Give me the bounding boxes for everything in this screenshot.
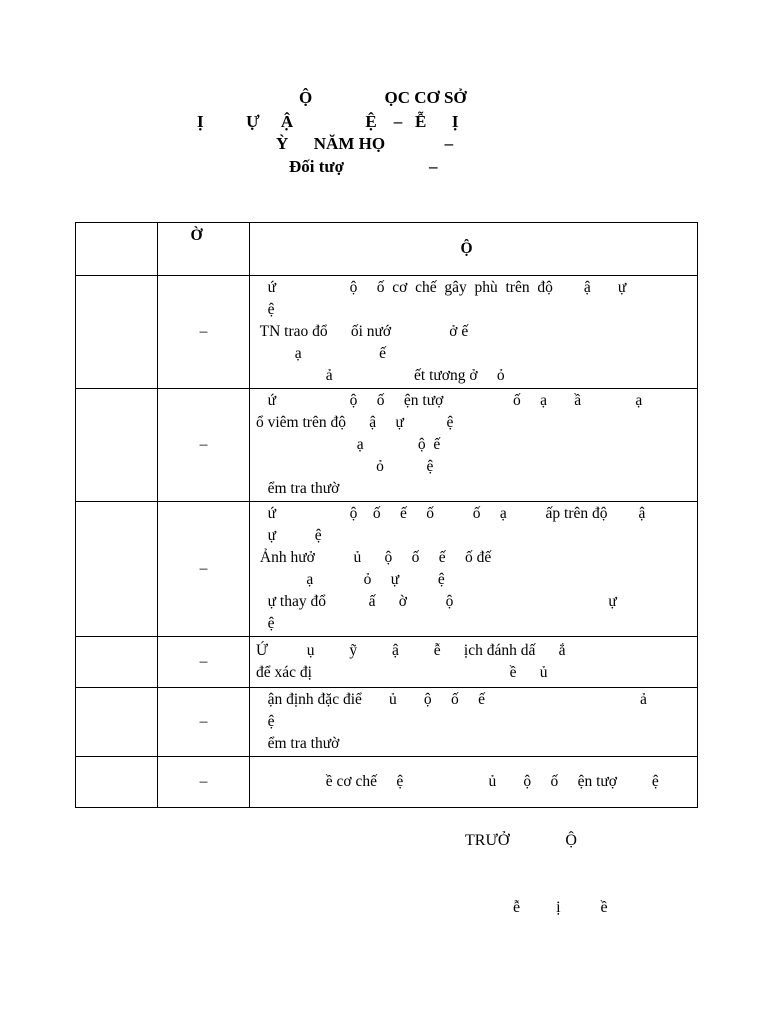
header-cell-content: Ộ xyxy=(250,223,698,276)
row-empty-cell xyxy=(76,637,158,688)
content-line: ệ xyxy=(256,615,275,632)
row-content-cell xyxy=(250,389,698,502)
table-row xyxy=(76,502,698,637)
header-line-4: Đối tượ – xyxy=(289,157,438,176)
content-line: ận định đặc điể ủ ộ ố ế ả xyxy=(256,691,647,708)
table-row xyxy=(76,276,698,389)
row-empty-cell xyxy=(76,502,158,637)
row-time-cell: – xyxy=(158,757,250,808)
content-line: ỏ ệ xyxy=(256,458,434,475)
footer-title: TRƯỞ Ộ xyxy=(465,832,577,849)
content-line: ệ xyxy=(256,713,275,730)
header-line-2: Ị Ự Ậ Ệ – Ễ Ị xyxy=(197,112,459,131)
content-line: ứ ộ ố ện tượ ố ạ ầ ạ xyxy=(256,392,643,409)
header-cell-time: Ờ xyxy=(158,223,250,276)
content-line: TN trao đổ ối nướ ở ế xyxy=(256,323,469,340)
content-line: Ảnh hưở ủ ộ ố ế ố đế xyxy=(256,549,492,566)
content-line: ứ ộ ố ế ố ố ạ ấp trên độ ậ xyxy=(256,505,646,522)
row-time-cell: – xyxy=(158,688,250,757)
header-line-1: Ộ ỌC CƠ SỞ xyxy=(299,88,467,107)
content-line: để xác đị ề ủ xyxy=(256,664,548,681)
row-empty-cell xyxy=(76,757,158,808)
table-header-row xyxy=(76,223,698,276)
row-content-cell xyxy=(250,688,698,757)
table-row xyxy=(76,688,698,757)
content-line: ạ ộ ế xyxy=(256,436,441,453)
content-line: ểm tra thườ xyxy=(256,735,340,752)
row-content-cell xyxy=(250,757,698,808)
content-line: Ứ ụ ỹ ậ ễ ịch đánh dấ ắ xyxy=(256,642,566,659)
row-content-cell xyxy=(250,276,698,389)
content-line: ểm tra thườ xyxy=(256,480,340,497)
row-empty-cell xyxy=(76,276,158,389)
content-line: ề cơ chế ệ ủ ộ ố ện tượ ệ xyxy=(256,773,659,790)
row-content-cell xyxy=(250,637,698,688)
content-line: ạ ế xyxy=(256,345,387,362)
content-line: ự thay đổ ấ ờ ộ ự xyxy=(256,593,617,610)
content-line: ự ệ xyxy=(256,527,322,544)
content-line: ệ xyxy=(256,301,275,318)
row-empty-cell xyxy=(76,389,158,502)
content-line: ả ết tương ở ỏ xyxy=(256,367,505,384)
row-empty-cell xyxy=(76,688,158,757)
table-row xyxy=(76,389,698,502)
schedule-table xyxy=(75,222,698,808)
content-line: ạ ỏ ự ệ xyxy=(256,571,445,588)
header-cell-empty xyxy=(76,223,158,276)
content-line: ổ viêm trên độ ậ ự ệ xyxy=(256,414,454,431)
header-line-3: Ỳ NĂM HỌ – xyxy=(276,134,454,153)
row-time-cell: – xyxy=(158,276,250,389)
table-row xyxy=(76,637,698,688)
row-time-cell: – xyxy=(158,502,250,637)
footer-signer: ễ ị ề xyxy=(513,899,608,916)
row-time-cell: – xyxy=(158,637,250,688)
table-row xyxy=(76,757,698,808)
content-line: ứ ộ ố cơ chế gây phù trên độ ậ ự xyxy=(256,279,627,296)
row-content-cell xyxy=(250,502,698,637)
row-time-cell: – xyxy=(158,389,250,502)
